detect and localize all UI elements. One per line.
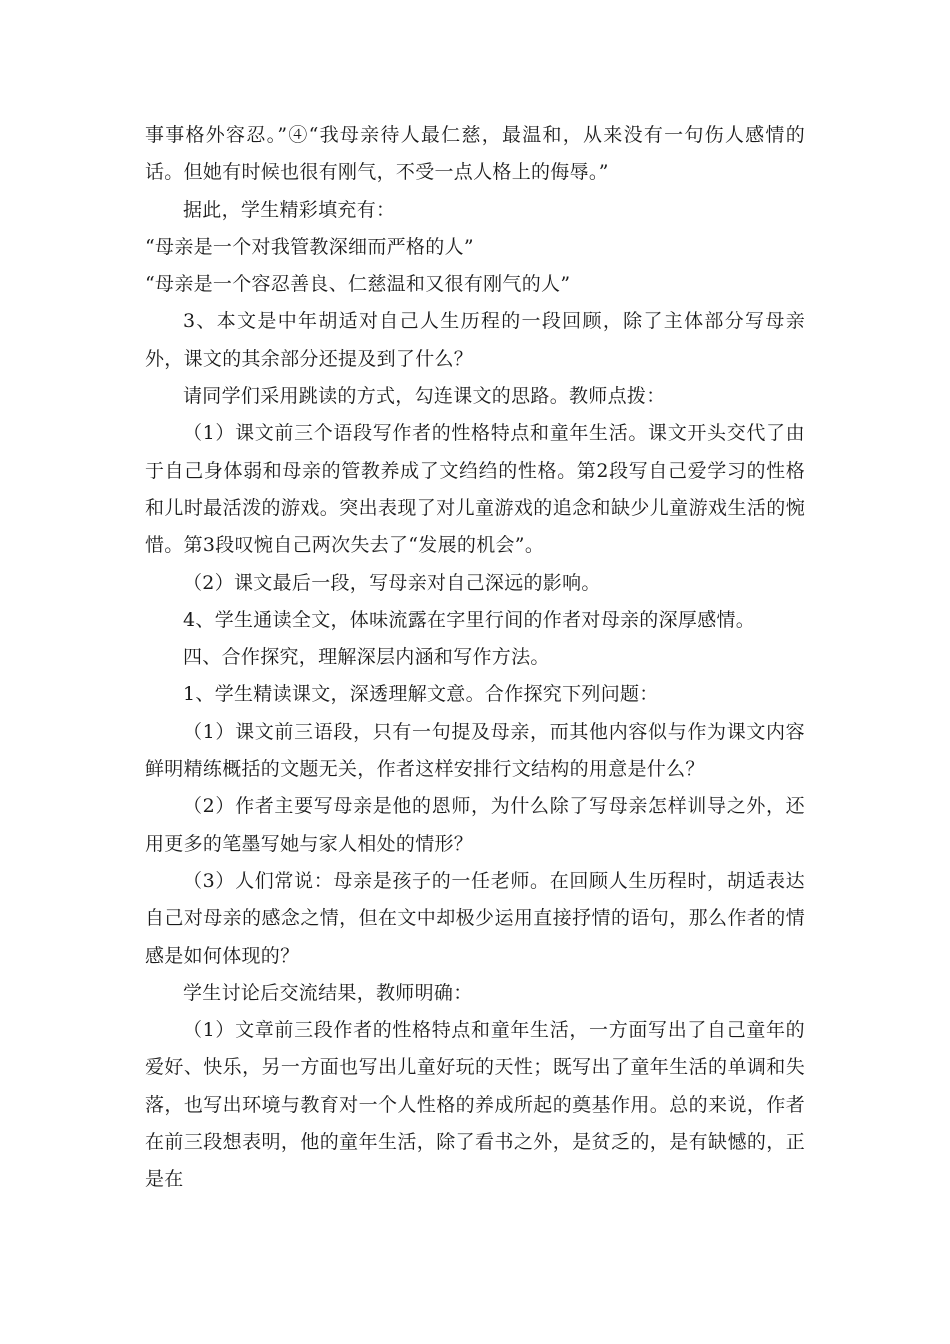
paragraph-12: （1）课文前三语段，只有一句提及母亲，而其他内容似与作为课文内容鲜明精练概括的文题无关，作者这样安排行文结构的用意是什么？ [145,720,805,781]
paragraph-2: 据此，学生精彩填充有： [183,198,396,221]
paragraph-5: 3、本文是中年胡适对自己人生历程的一段回顾，除了主体部分写母亲外，课文的其余部分还提及到了什么？ [145,310,805,370]
section-heading: 四、合作探究，理解深层内涵和写作方法。 [183,646,550,669]
paragraph-11: 1、学生精读课文，深透理解文意。合作探究下列问题： [183,683,659,706]
paragraph-1: 事事格外容忍。”④“我母亲待人最仁慈，最温和，从来没有一句伤人感情的话。但她有时候也很有刚气，不受一点人格上的侮辱。” [145,124,805,184]
paragraph-13: （2）作者主要写母亲是他的恩师，为什么除了写母亲怎样训导之外，还用更多的笔墨写她与家人相处的情形？ [145,795,805,855]
paragraph-6: 请同学们采用跳读的方式，勾连课文的思路。教师点拨： [183,385,666,408]
paragraph-14: （3）人们常说：母亲是孩子的一任老师。在回顾人生历程时，胡适表达自己对母亲的感念之情，但在文中却极少运用直接抒情的语句，那么作者的情感是如何体现的？ [145,869,805,967]
paragraph-9: 4、学生通读全文，体味流露在字里行间的作者对母亲的深厚感情。 [183,608,756,631]
quote-line-1: “母亲是一个对我管教深细而严格的人” [145,235,474,258]
paragraph-16: （1）文章前三段作者的性格特点和童年生活，一方面写出了自己童年的爱好、快乐，另一方面也写出儿童好玩的天性；既写出了童年生活的单调和失落，也写出环境与教育对一个人性格的养成所起的奠基作用。总的来说，作者在前三段想表明，他的童年生活，除了看书之外，是贫乏的，是有缺憾的，正是在 [145,1019,805,1191]
quote-line-2: “母亲是一个容忍善良、仁慈温和又很有刚气的人” [145,273,571,296]
paragraph-15: 学生讨论后交流结果，教师明确： [183,981,473,1004]
paragraph-8: （2）课文最后一段，写母亲对自己深远的影响。 [183,571,601,594]
document-body [145,117,805,1199]
paragraph-7: （1）课文前三个语段写作者的性格特点和童年生活。课文开头交代了由于自己身体弱和母亲的管教养成了文绉绉的性格。第2段写自己爱学习的性格和儿时最活泼的游戏。突出表现了对儿童游戏的追念和缺少儿童游戏生活的惋惜。第3段叹惋自己两次失去了“发展的机会”。 [145,422,805,557]
